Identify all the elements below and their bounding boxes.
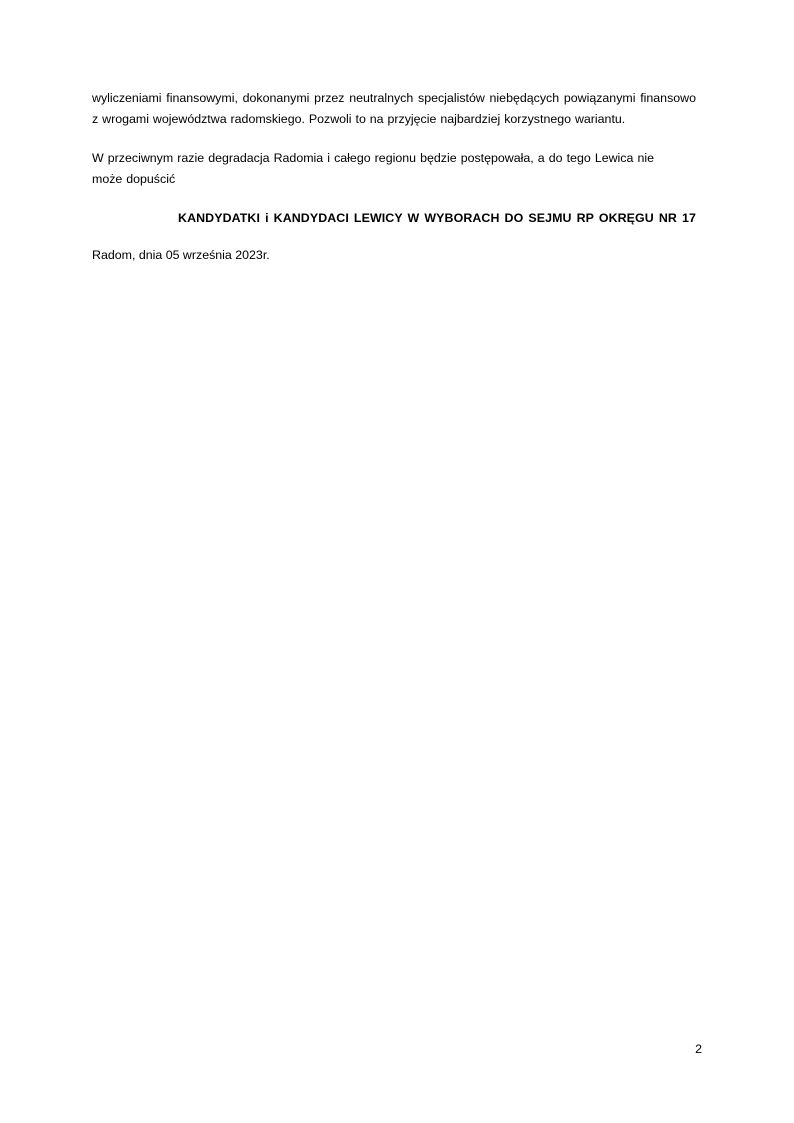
paragraph-financial-calculations: wyliczeniami finansowymi, dokonanymi przez neutralnych specjalistów niebędących powiązanymi finansowo z wrogami województwa radomskiego. Pozwoli to na przyjęcie najbardziej korzystnego wariantu.: [92, 91, 696, 126]
date-line: Radom, dnia 05 września 2023r.: [92, 248, 270, 262]
page-number: 2: [695, 1042, 702, 1056]
paragraph-degradation-warning: W przeciwnym razie degradacja Radomia i całego regionu będzie postępowała, a do tego Lewica nie może dopuścić: [92, 151, 654, 186]
heading-candidates: KANDYDATKI i KANDYDACI LEWICY W WYBORACH DO SEJMU RP OKRĘGU NR 17: [178, 211, 696, 225]
